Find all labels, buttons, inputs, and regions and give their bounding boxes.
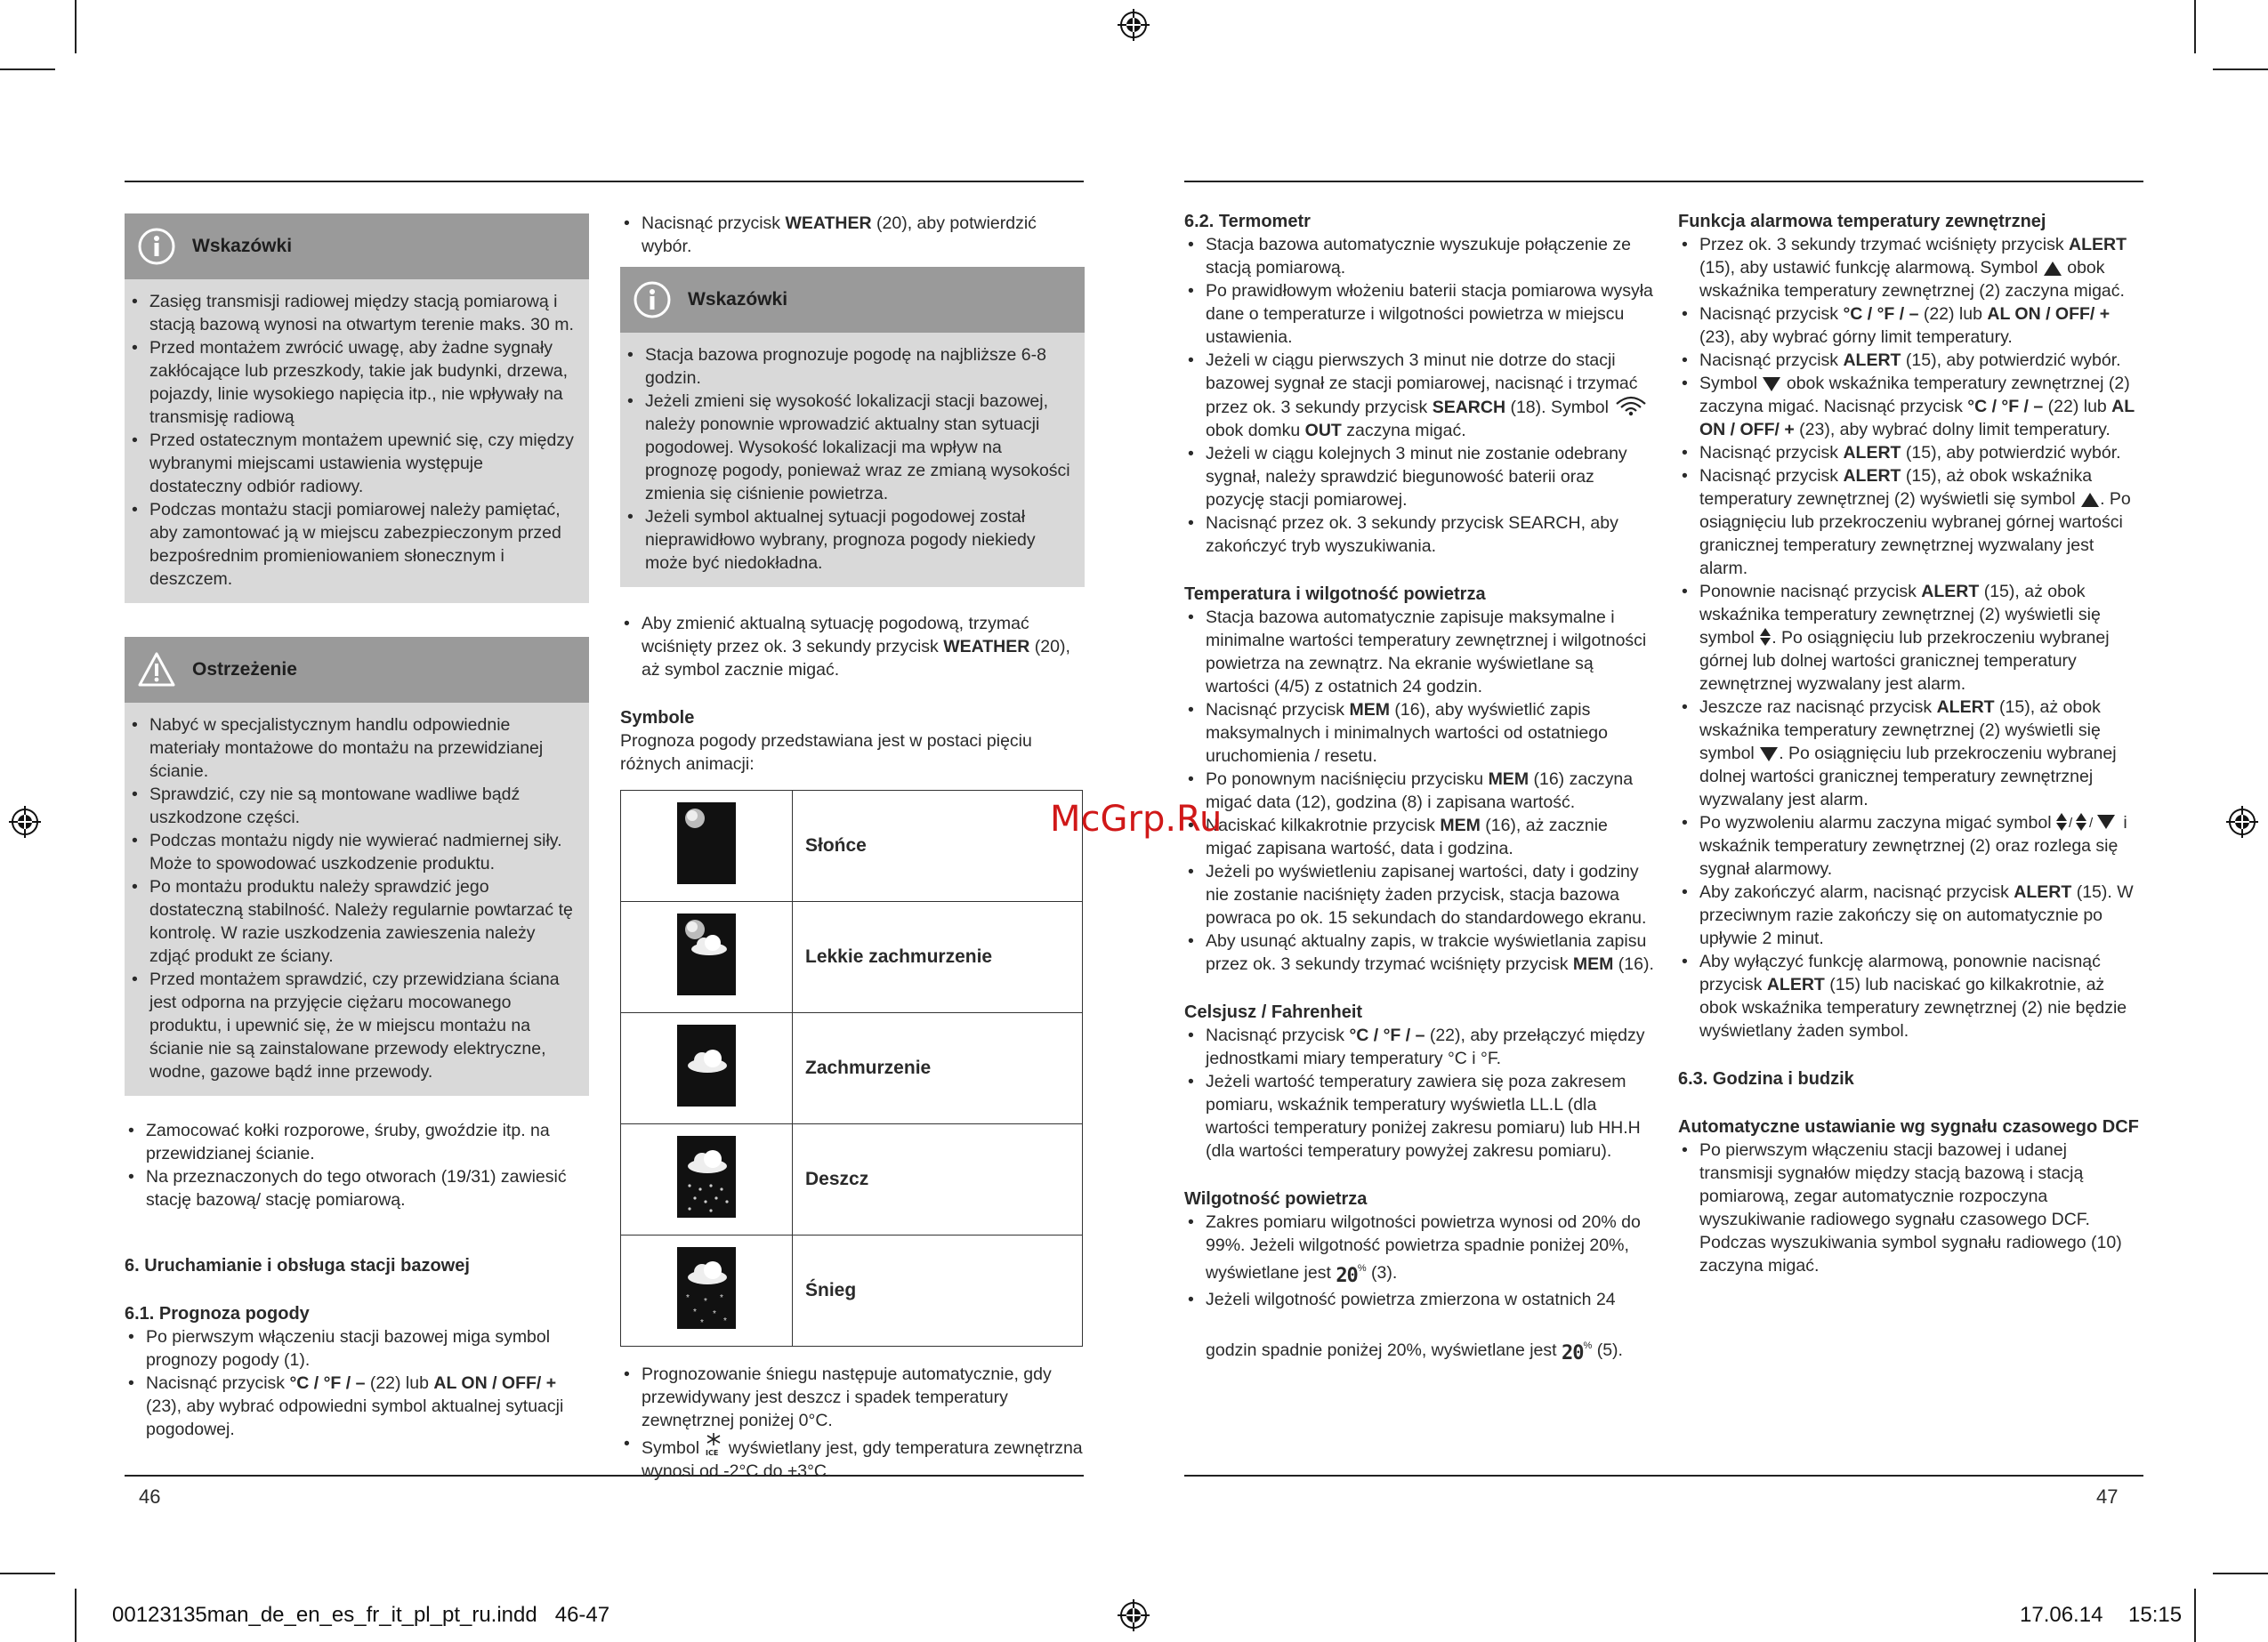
- crop-mark: [2213, 68, 2268, 70]
- registration-mark-icon: [1118, 1599, 1150, 1631]
- svg-text:*: *: [720, 1292, 723, 1303]
- column-3: [1184, 210, 1656, 1365]
- list-item: • Symbol obok wskaźnika temperatury zewnętrznej (2) zaczyna migać. Nacisnąć przycisk °C / °F / – (22) lub AL ON / OFF/ + (23), aby wybrać dolny limit temperatury.: [1678, 372, 2144, 441]
- list-item: • Jeszcze raz nacisnąć przycisk ALERT (15), aż obok wskaźnika temperatury zewnętrznej (2) wyświetli się symbol . Po osiągnięciu lub przekroczeniu wybranej dolnej wartości granicznej temperatury zewnętrznej wyzwalany jest alarm.: [1678, 696, 2144, 811]
- symbol-label: Słońce: [793, 791, 1083, 902]
- hints-body: [125, 279, 589, 603]
- warning-box: [125, 637, 589, 1096]
- crop-mark: [0, 1573, 55, 1574]
- alarm-down-icon: [1759, 746, 1779, 762]
- registration-mark-icon: [1118, 9, 1150, 41]
- list-item: • Aby zmienić aktualną sytuację pogodową, trzymać wciśnięty przez ok. 3 sekundy przycisk WEATHER (20), aż symbol zacznie migać.: [620, 612, 1085, 681]
- page-number-right: 47: [2096, 1485, 2119, 1508]
- section-heading: Automatyczne ustawianie wg sygnału czasowego DCF: [1678, 1117, 2139, 1137]
- list-item: • Nacisnąć przycisk °C / °F / – (22) lub AL ON / OFF/ + (23), aby wybrać górny limit temperatury.: [1678, 302, 2144, 349]
- svg-text:/: /: [2069, 816, 2073, 831]
- rain-icon: [677, 1136, 736, 1218]
- registration-mark-icon: [9, 806, 41, 838]
- svg-text:*: *: [723, 1316, 727, 1326]
- section-heading: Celsjusz / Fahrenheit: [1184, 1002, 1363, 1022]
- list-item: • Przed montażem sprawdzić, czy przewidziana ściana jest odporna na przyjęcie ciężaru mocowanego produktu, i upewnić się, że w miejscu montażu na ścianie nie są zainstalowane przewody elektryczne, wodne, gazowe bądź inne przewody.: [128, 968, 578, 1083]
- warning-title: Ostrzeżenie: [192, 659, 297, 680]
- top-rule-left: [125, 181, 1084, 182]
- hints-body: [620, 333, 1085, 587]
- symbol-label: Deszcz: [793, 1124, 1083, 1236]
- alarm-up-icon: [2080, 492, 2100, 508]
- bottom-rule-right: [1184, 1475, 2143, 1477]
- hints-box: [125, 213, 589, 603]
- list-item: • Symbol ICE wyświetlany jest, gdy temperatura zewnętrzna wynosi od -2°C do +3°C.: [620, 1432, 1085, 1483]
- list-item: • Nabyć w specjalistycznym handlu odpowiednie materiały montażowe do montażu na przewidzianej ścianie.: [128, 713, 578, 783]
- list-item: • Aby zakończyć alarm, nacisnąć przycisk ALERT (15). W przeciwnym razie zakończy się on automatycznie po upływie 2 minut.: [1678, 881, 2144, 950]
- symbols-intro: Prognoza pogody przedstawiana jest w postaci pięciu różnych animacji:: [620, 731, 1032, 774]
- list-item: • Jeżeli po wyświetleniu zapisanej wartości, daty i godziny nie zostanie naciśnięty żaden przycisk, stacja bazowa powraca po ok. 15 sekundach do standardowego ekranu.: [1184, 860, 1656, 930]
- list-item: • Jeżeli zmieni się wysokość lokalizacji stacji bazowej, należy ponownie wprowadzić aktualny stan sytuacji pogodowej. Wysokość lokalizacji ma wpływ na prognozę pogody, ponieważ wraz ze zmianą wysokości zmienia się ciśnienie powietrza.: [624, 390, 1074, 505]
- hints-title: Wskazówki: [192, 236, 293, 256]
- svg-text:*: *: [693, 1307, 697, 1317]
- footer-file-name: 00123135man_de_en_es_fr_it_pl_pt_ru.indd 46-47: [112, 1603, 610, 1627]
- crop-mark: [75, 1589, 77, 1642]
- symbols-heading: Symbole: [620, 708, 695, 728]
- table-row: [621, 1124, 1083, 1236]
- section-heading: 6.1. Prognoza pogody: [125, 1304, 310, 1324]
- crop-mark: [75, 0, 77, 53]
- svg-text:*: *: [686, 1292, 690, 1303]
- list-item: • Po prawidłowym włożeniu baterii stacja pomiarowa wysyła dane o temperaturze i wilgotności powietrza w miejscu ustawienia.: [1184, 279, 1656, 349]
- ice-snowflake-icon: [704, 1432, 723, 1457]
- warning-header: [125, 637, 589, 703]
- hints-header: [125, 213, 589, 279]
- list-item: • Po ponownym naciśnięciu przycisku MEM (16) zaczyna migać data (12), godzina (8) i zapisana wartość.: [1184, 768, 1656, 814]
- list-item: • Jeżeli w ciągu pierwszych 3 minut nie dotrze do stacji bazowej sygnał ze stacji pomiarowej, nacisnąć i trzymać przez ok. 3 sekundy przycisk SEARCH (18). Symbol obok domku OUT zaczyna migać.: [1184, 349, 1656, 442]
- svg-text:ICE: ICE: [706, 1449, 719, 1457]
- section-heading: 6. Uruchamianie i obsługa stacji bazowej: [125, 1256, 470, 1276]
- crop-mark: [0, 68, 55, 70]
- snow-icon: [677, 1247, 736, 1329]
- top-rule-right: [1184, 181, 2143, 182]
- section-heading: 6.3. Godzina i budzik: [1678, 1069, 1854, 1089]
- hints-title: Wskazówki: [688, 289, 788, 310]
- list-item: • Nacisnąć przycisk ALERT (15), aby potwierdzić wybór.: [1678, 441, 2144, 464]
- list-item: • Po pierwszym włączeniu stacji bazowej miga symbol prognozy pogody (1).: [125, 1325, 589, 1372]
- sun-icon: [677, 802, 736, 884]
- footer-time: 15:15: [2128, 1603, 2183, 1627]
- alarm-up-icon: [2043, 261, 2062, 277]
- column-2: [620, 212, 1085, 1483]
- crop-mark: [2194, 0, 2196, 53]
- svg-text:*: *: [713, 1308, 716, 1319]
- info-icon: [137, 227, 176, 266]
- list-item: • Aby wyłączyć funkcję alarmową, ponownie nacisnąć przycisk ALERT (15) lub naciskać go kilkakrotnie, aż obok wskaźnika temperatury zewnętrznej (2) nie będzie wyświetlany żaden symbol.: [1678, 950, 2144, 1042]
- svg-text:/: /: [2089, 816, 2094, 831]
- symbol-label: Śnieg: [793, 1236, 1083, 1347]
- humidity-low-icon: 20: [1336, 1265, 1358, 1287]
- footer-date: 17.06.14: [2020, 1603, 2103, 1627]
- list-item: • Nacisnąć przycisk °C / °F / – (22), aby przełączyć między jednostkami miary temperatury °C i °F.: [1184, 1024, 1656, 1070]
- list-item: • Nacisnąć przycisk °C / °F / – (22) lub AL ON / OFF/ + (23), aby wybrać odpowiedni symbol aktualnej sytuacji pogodowej.: [125, 1372, 589, 1441]
- section-heading: 6.2. Termometr: [1184, 212, 1311, 231]
- svg-text:*: *: [700, 1317, 704, 1328]
- weather-symbols-table: [620, 790, 1083, 1347]
- column-4: [1678, 210, 2144, 1277]
- list-item: • Jeżeli w ciągu kolejnych 3 minut nie zostanie odebrany sygnał, należy sprawdzić biegunowość baterii oraz pozycję stacji pomiarowej.: [1184, 442, 1656, 511]
- list-item: • Przed montażem zwrócić uwagę, aby żadne sygnały zakłócające lub przeszkody, takie jak budynki, drzewa, pojazdy, linie wysokiego napięcia itp., nie wpływały na transmisję radiową: [128, 336, 578, 429]
- list-item: • Sprawdzić, czy nie są montowane wadliwe bądź uszkodzone części.: [128, 783, 578, 829]
- crop-mark: [2194, 1589, 2196, 1642]
- list-item: • Jeżeli wilgotność powietrza zmierzona w ostatnich 24 godzin spadnie poniżej 20%, wyświetlane jest 20% (5).: [1184, 1288, 1656, 1365]
- list-item: • Podczas montażu stacji pomiarowej należy pamiętać, aby zamontować ją w miejscu zabezpieczonym przed bezpośrednim promieniowaniem słonecznym i deszczem.: [128, 498, 578, 591]
- watermark: McGrp.Ru: [1050, 799, 1223, 840]
- list-item: • Prognozowanie śniegu następuje automatycznie, gdy przewidywany jest deszcz i spadek temperatury zewnętrznej poniżej 0°C.: [620, 1363, 1085, 1432]
- section-heading: Temperatura i wilgotność powietrza: [1184, 584, 1486, 604]
- list-item: • Podczas montażu nigdy nie wywierać nadmiernej siły. Może to spowodować uszkodzenie produktu.: [128, 829, 578, 875]
- page-number-left: 46: [139, 1485, 161, 1508]
- list-item: • Przed ostatecznym montażem upewnić się, czy między wybranymi miejscami ustawienia występuje dostateczny odbiór radiowy.: [128, 429, 578, 498]
- list-item: • Zakres pomiaru wilgotności powietrza wynosi od 20% do 99%. Jeżeli wilgotność powietrza spadnie poniżej 20%, wyświetlane jest 20% (3).: [1184, 1211, 1656, 1288]
- radio-signal-icon: [1613, 395, 1649, 416]
- list-item: • Nacisnąć przez ok. 3 sekundy przycisk SEARCH, aby zakończyć tryb wyszukiwania.: [1184, 511, 1656, 558]
- table-row: [621, 902, 1083, 1013]
- list-item: • Jeżeli symbol aktualnej sytuacji pogodowej został nieprawidłowo wybrany, prognoza pogody niekiedy może być niedokładna.: [624, 505, 1074, 575]
- list-item: • Nacisnąć przycisk WEATHER (20), aby potwierdzić wybór.: [620, 212, 1085, 258]
- list-item: • Ponownie nacisnąć przycisk ALERT (15), aż obok wskaźnika temperatury zewnętrznej (2) wyświetli się symbol . Po osiągnięciu lub przekroczeniu wybranej górnej lub dolnej wartości granicznej temperatury zewnętrznej wyzwalany jest alarm.: [1678, 580, 2144, 696]
- column-1: [125, 213, 589, 1441]
- list-item: • Nacisnąć przycisk ALERT (15), aż obok wskaźnika temperatury zewnętrznej (2) wyświetli się symbol . Po osiągnięciu lub przekroczeniu wybranej górnej wartości granicznej temperatury zewnętrznej wyzwalany jest alarm.: [1678, 464, 2144, 580]
- registration-mark-icon: [2226, 806, 2258, 838]
- crop-mark: [2213, 1573, 2268, 1574]
- list-item: • Jeżeli wartość temperatury zawiera się poza zakresem pomiaru, wskaźnik temperatury wyświetla LL.L (dla wartości temperatury poniżej zakresu pomiaru) lub HH.H (dla wartości temperatury powyżej zakresu pomiaru).: [1184, 1070, 1656, 1163]
- alarm-symbols-icon: [2056, 812, 2119, 832]
- list-item: • Naciskać kilkakrotnie przycisk MEM (16), aż zacznie migać zapisana wartość, data i godzina.: [1184, 814, 1656, 860]
- section-heading: Funkcja alarmowa temperatury zewnętrznej: [1678, 212, 2046, 231]
- symbol-label: Lekkie zachmurzenie: [793, 902, 1083, 1013]
- list-item: • Nacisnąć przycisk ALERT (15), aby potwierdzić wybór.: [1678, 349, 2144, 372]
- symbol-label: Zachmurzenie: [793, 1013, 1083, 1124]
- hints-header: [620, 267, 1085, 333]
- section-heading: Wilgotność powietrza: [1184, 1189, 1368, 1209]
- list-item: • Na przeznaczonych do tego otworach (19/31) zawiesić stację bazową/ stację pomiarową.: [125, 1165, 589, 1211]
- alarm-up-down-icon: [1759, 627, 1772, 647]
- list-item: • Przez ok. 3 sekundy trzymać wciśnięty przycisk ALERT (15), aby ustawić funkcję alarmową. Symbol obok wskaźnika temperatury zewnętrznej (2) zaczyna migać.: [1678, 233, 2144, 302]
- info-icon: [633, 280, 672, 319]
- warning-icon: [137, 650, 176, 689]
- alarm-down-icon: [1762, 376, 1781, 392]
- list-item: • Po montażu produktu należy sprawdzić jego dostateczną stabilność. Należy regularnie powtarzać tę kontrolę. W razie uszkodzenia zawieszenia należy zdjąć produkt ze ściany.: [128, 875, 578, 968]
- list-item: • Stacja bazowa automatycznie wyszukuje połączenie ze stacją pomiarową.: [1184, 233, 1656, 279]
- list-item: • Po pierwszym włączeniu stacji bazowej i udanej transmisji sygnałów między stacją bazową i stacją pomiarową, zegar automatycznie rozpoczyna wyszukiwanie radiowego sygnału czasowego DCF. Podczas wyszukiwania symbol sygnału radiowego (10) zaczyna migać.: [1678, 1139, 2144, 1277]
- light-cloud-icon: [677, 914, 736, 995]
- humidity-low-icon: 20: [1562, 1342, 1584, 1364]
- table-row: [621, 1013, 1083, 1124]
- hints-box: [620, 267, 1085, 587]
- table-row: [621, 791, 1083, 902]
- list-item: • Zasięg transmisji radiowej między stacją pomiarową i stacją bazową wynosi na otwartym terenie maks. 30 m.: [128, 290, 578, 336]
- warning-body: [125, 703, 589, 1096]
- list-item: • Aby usunąć aktualny zapis, w trakcie wyświetlania zapisu przez ok. 3 sekundy trzymać wciśnięty przycisk MEM (16).: [1184, 930, 1656, 976]
- table-row: [621, 1236, 1083, 1347]
- svg-text:*: *: [704, 1296, 707, 1307]
- list-item: • Nacisnąć przycisk MEM (16), aby wyświetlić zapis maksymalnych i minimalnych wartości od ostatniego uruchomienia / resetu.: [1184, 698, 1656, 768]
- list-item: • Stacja bazowa prognozuje pogodę na najbliższe 6-8 godzin.: [624, 343, 1074, 390]
- list-item: • Zamocować kołki rozporowe, śruby, gwoździe itp. na przewidzianej ścianie.: [125, 1119, 589, 1165]
- list-item: • Stacja bazowa automatycznie zapisuje maksymalne i minimalne wartości temperatury zewnętrznej i wilgotności powietrza na zewnątrz. Na ekranie wyświetlane są wartości (4/5) z ostatnich 24 godzin.: [1184, 606, 1656, 698]
- cloud-icon: [677, 1025, 736, 1107]
- list-item: • Po wyzwoleniu alarmu zaczyna migać symbol / / i wskaźnik temperatury zewnętrznej (2) oraz rozlega się sygnał alarmowy.: [1678, 811, 2144, 881]
